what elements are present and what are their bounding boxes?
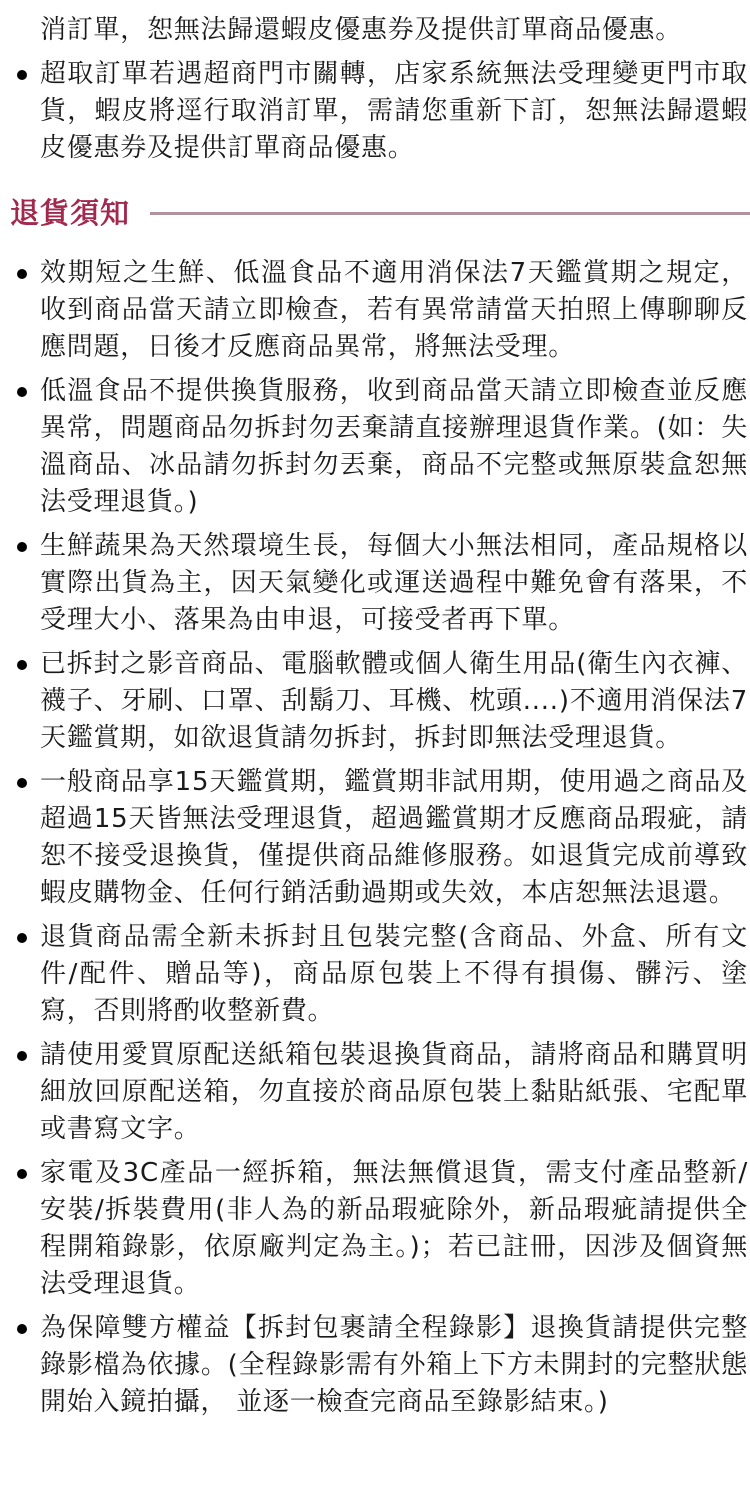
truncated-paragraph: 消訂單，恕無法歸還蝦皮優惠券及提供訂單商品優惠。 xyxy=(40,15,683,45)
return-notes-list xyxy=(0,255,750,1421)
list-item-text: 低溫食品不提供換貨服務，收到商品當天請立即檢查並反應異常，問題商品勿拆封勿丟棄請直接辦理退貨作業。(如：失溫商品、冰品請勿拆封勿丟棄，商品不完整或無原裝盒恕無法受理退貨。) xyxy=(40,376,748,517)
bullet-icon xyxy=(17,387,27,397)
list-item xyxy=(0,1155,750,1303)
list-item-text: 為保障雙方權益【拆封包裹請全程錄影】退換貨請提供完整錄影檔為依據。(全程錄影需有外箱上下方未開封的完整狀態開始入鏡拍攝， 並逐一檢查完商品至錄影結束。) xyxy=(40,1313,748,1417)
section-header xyxy=(10,195,750,231)
bullet-icon xyxy=(17,542,27,552)
list-item-text: 超取訂單若遇超商門市關轉，店家系統無法受理變更門市取貨，蝦皮將逕行取消訂單，需請您重新下訂，恕無法歸還蝦皮優惠券及提供訂單商品優惠。 xyxy=(40,59,748,163)
order-notes-list xyxy=(0,56,750,167)
bullet-icon xyxy=(17,269,27,279)
bullet-icon xyxy=(17,1324,27,1334)
bullet-icon xyxy=(17,933,27,943)
section-title: 退貨須知 xyxy=(10,196,131,230)
list-item xyxy=(0,255,750,366)
list-item-text: 退貨商品需全新未拆封且包裝完整(含商品、外盒、所有文件/配件、贈品等)，商品原包裝上不得有損傷、髒污、塗寫，否則將酌收整新費。 xyxy=(40,922,748,1026)
list-item xyxy=(0,646,750,757)
bullet-icon xyxy=(17,1169,27,1179)
list-item-text: 一般商品享15天鑑賞期，鑑賞期非試用期，使用過之商品及超過15天皆無法受理退貨，超過鑑賞期才反應商品瑕疵，請恕不接受退換貨，僅提供商品維修服務。如退貨完成前導致蝦皮購物金、任何行銷活動過期或失效，本店恕無法退還。 xyxy=(40,767,748,908)
list-item-text: 已拆封之影音商品、電腦軟體或個人衛生用品(衛生內衣褲、襪子、牙刷、口罩、刮鬍刀、耳機、枕頭....)不適用消保法7天鑑賞期，如欲退貨請勿拆封，拆封即無法受理退貨。 xyxy=(40,649,748,753)
list-item xyxy=(0,1310,750,1421)
bullet-icon xyxy=(17,778,27,788)
list-item xyxy=(0,56,750,167)
bullet-icon xyxy=(17,1051,27,1061)
list-item xyxy=(0,764,750,912)
bullet-icon xyxy=(17,660,27,670)
list-item-text: 家電及3C產品一經拆箱，無法無償退貨，需支付產品整新/安裝/拆裝費用(非人為的新品瑕疵除外，新品瑕疵請提供全程開箱錄影，依原廠判定為主。)；若已註冊，因涉及個資無法受理退貨。 xyxy=(40,1158,748,1299)
bullet-icon xyxy=(17,70,27,80)
list-item xyxy=(0,919,750,1030)
list-item xyxy=(0,528,750,639)
list-item-text: 效期短之生鮮、低溫食品不適用消保法7天鑑賞期之規定，收到商品當天請立即檢查，若有異常請當天拍照上傳聊聊反應問題，日後才反應商品異常，將無法受理。 xyxy=(40,258,748,362)
divider-line xyxy=(150,212,750,215)
list-item-text: 請使用愛買原配送紙箱包裝退換貨商品，請將商品和購買明細放回原配送箱，勿直接於商品原包裝上黏貼紙張、宅配單或書寫文字。 xyxy=(40,1040,748,1144)
list-item-text: 生鮮蔬果為天然環境生長，每個大小無法相同，產品規格以實際出貨為主，因天氣變化或運送過程中難免會有落果，不受理大小、落果為由申退，可接受者再下單。 xyxy=(40,531,748,635)
list-item xyxy=(0,1037,750,1148)
list-item xyxy=(0,373,750,521)
